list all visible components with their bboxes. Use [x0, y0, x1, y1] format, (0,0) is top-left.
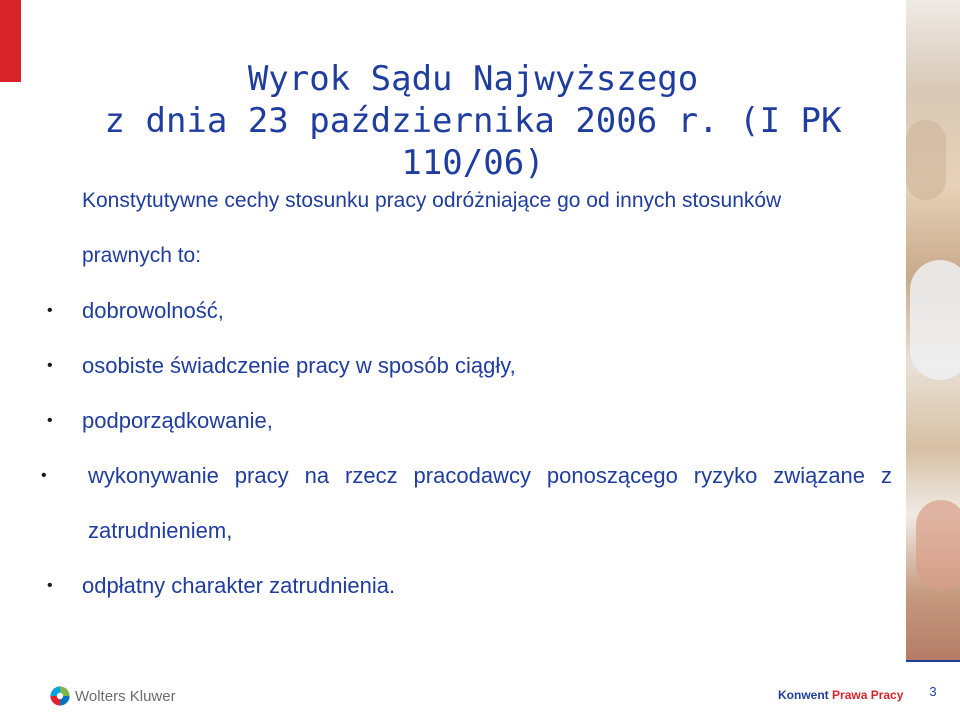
hand-shape: [916, 500, 960, 590]
bullet-item: [41, 448, 892, 558]
bullet-icon: •: [47, 302, 53, 319]
bullet-item: [47, 338, 892, 393]
photo-shape: [906, 120, 946, 200]
puzzle-piece-shape: [910, 260, 960, 380]
bullet-text: odpłatny charakter zatrudnienia.: [82, 573, 396, 598]
bullet-icon: •: [41, 467, 47, 484]
bullet-item: [47, 393, 892, 448]
wolters-kluwer-brand: [50, 684, 176, 708]
intro-line-1: Konstytutywne cechy stosunku pracy odróżniające go od innych stosunków: [82, 189, 782, 212]
bullet-text: podporządkowanie,: [82, 408, 273, 433]
konwent-brand: [778, 688, 903, 702]
red-accent-tab: [0, 0, 21, 82]
bullet-icon: •: [47, 577, 53, 594]
title-line-1: Wyrok Sądu Najwyższego: [247, 59, 699, 99]
wolters-kluwer-logo-icon: [50, 686, 70, 706]
page-number: 3: [906, 660, 960, 720]
intro-line-2: prawnych to:: [82, 244, 202, 267]
bullet-icon: •: [47, 357, 53, 374]
slide-body: [41, 173, 892, 613]
bullet-item: [47, 283, 892, 338]
intro-text: [82, 173, 892, 283]
bullet-item: [47, 558, 892, 613]
prawa-pracy-text: Prawa Pracy: [832, 688, 904, 702]
bullet-text: dobrowolność,: [82, 298, 224, 323]
title-line-2: z dnia 23 października 2006 r. (I PK 110/06): [104, 101, 842, 183]
decorative-photo-strip: [906, 0, 960, 660]
konwent-text: Konwent: [778, 688, 829, 702]
bullet-icon: •: [47, 412, 53, 429]
wolters-kluwer-text: Wolters Kluwer: [75, 687, 176, 705]
bullet-text: wykonywanie pracy na rzecz pracodawcy ponoszącego ryzyko związane z zatrudnieniem,: [88, 463, 892, 543]
bullet-text: osobiste świadczenie pracy w sposób ciągły,: [82, 353, 516, 378]
bullet-list: [41, 283, 892, 613]
slide-title: [40, 58, 906, 184]
